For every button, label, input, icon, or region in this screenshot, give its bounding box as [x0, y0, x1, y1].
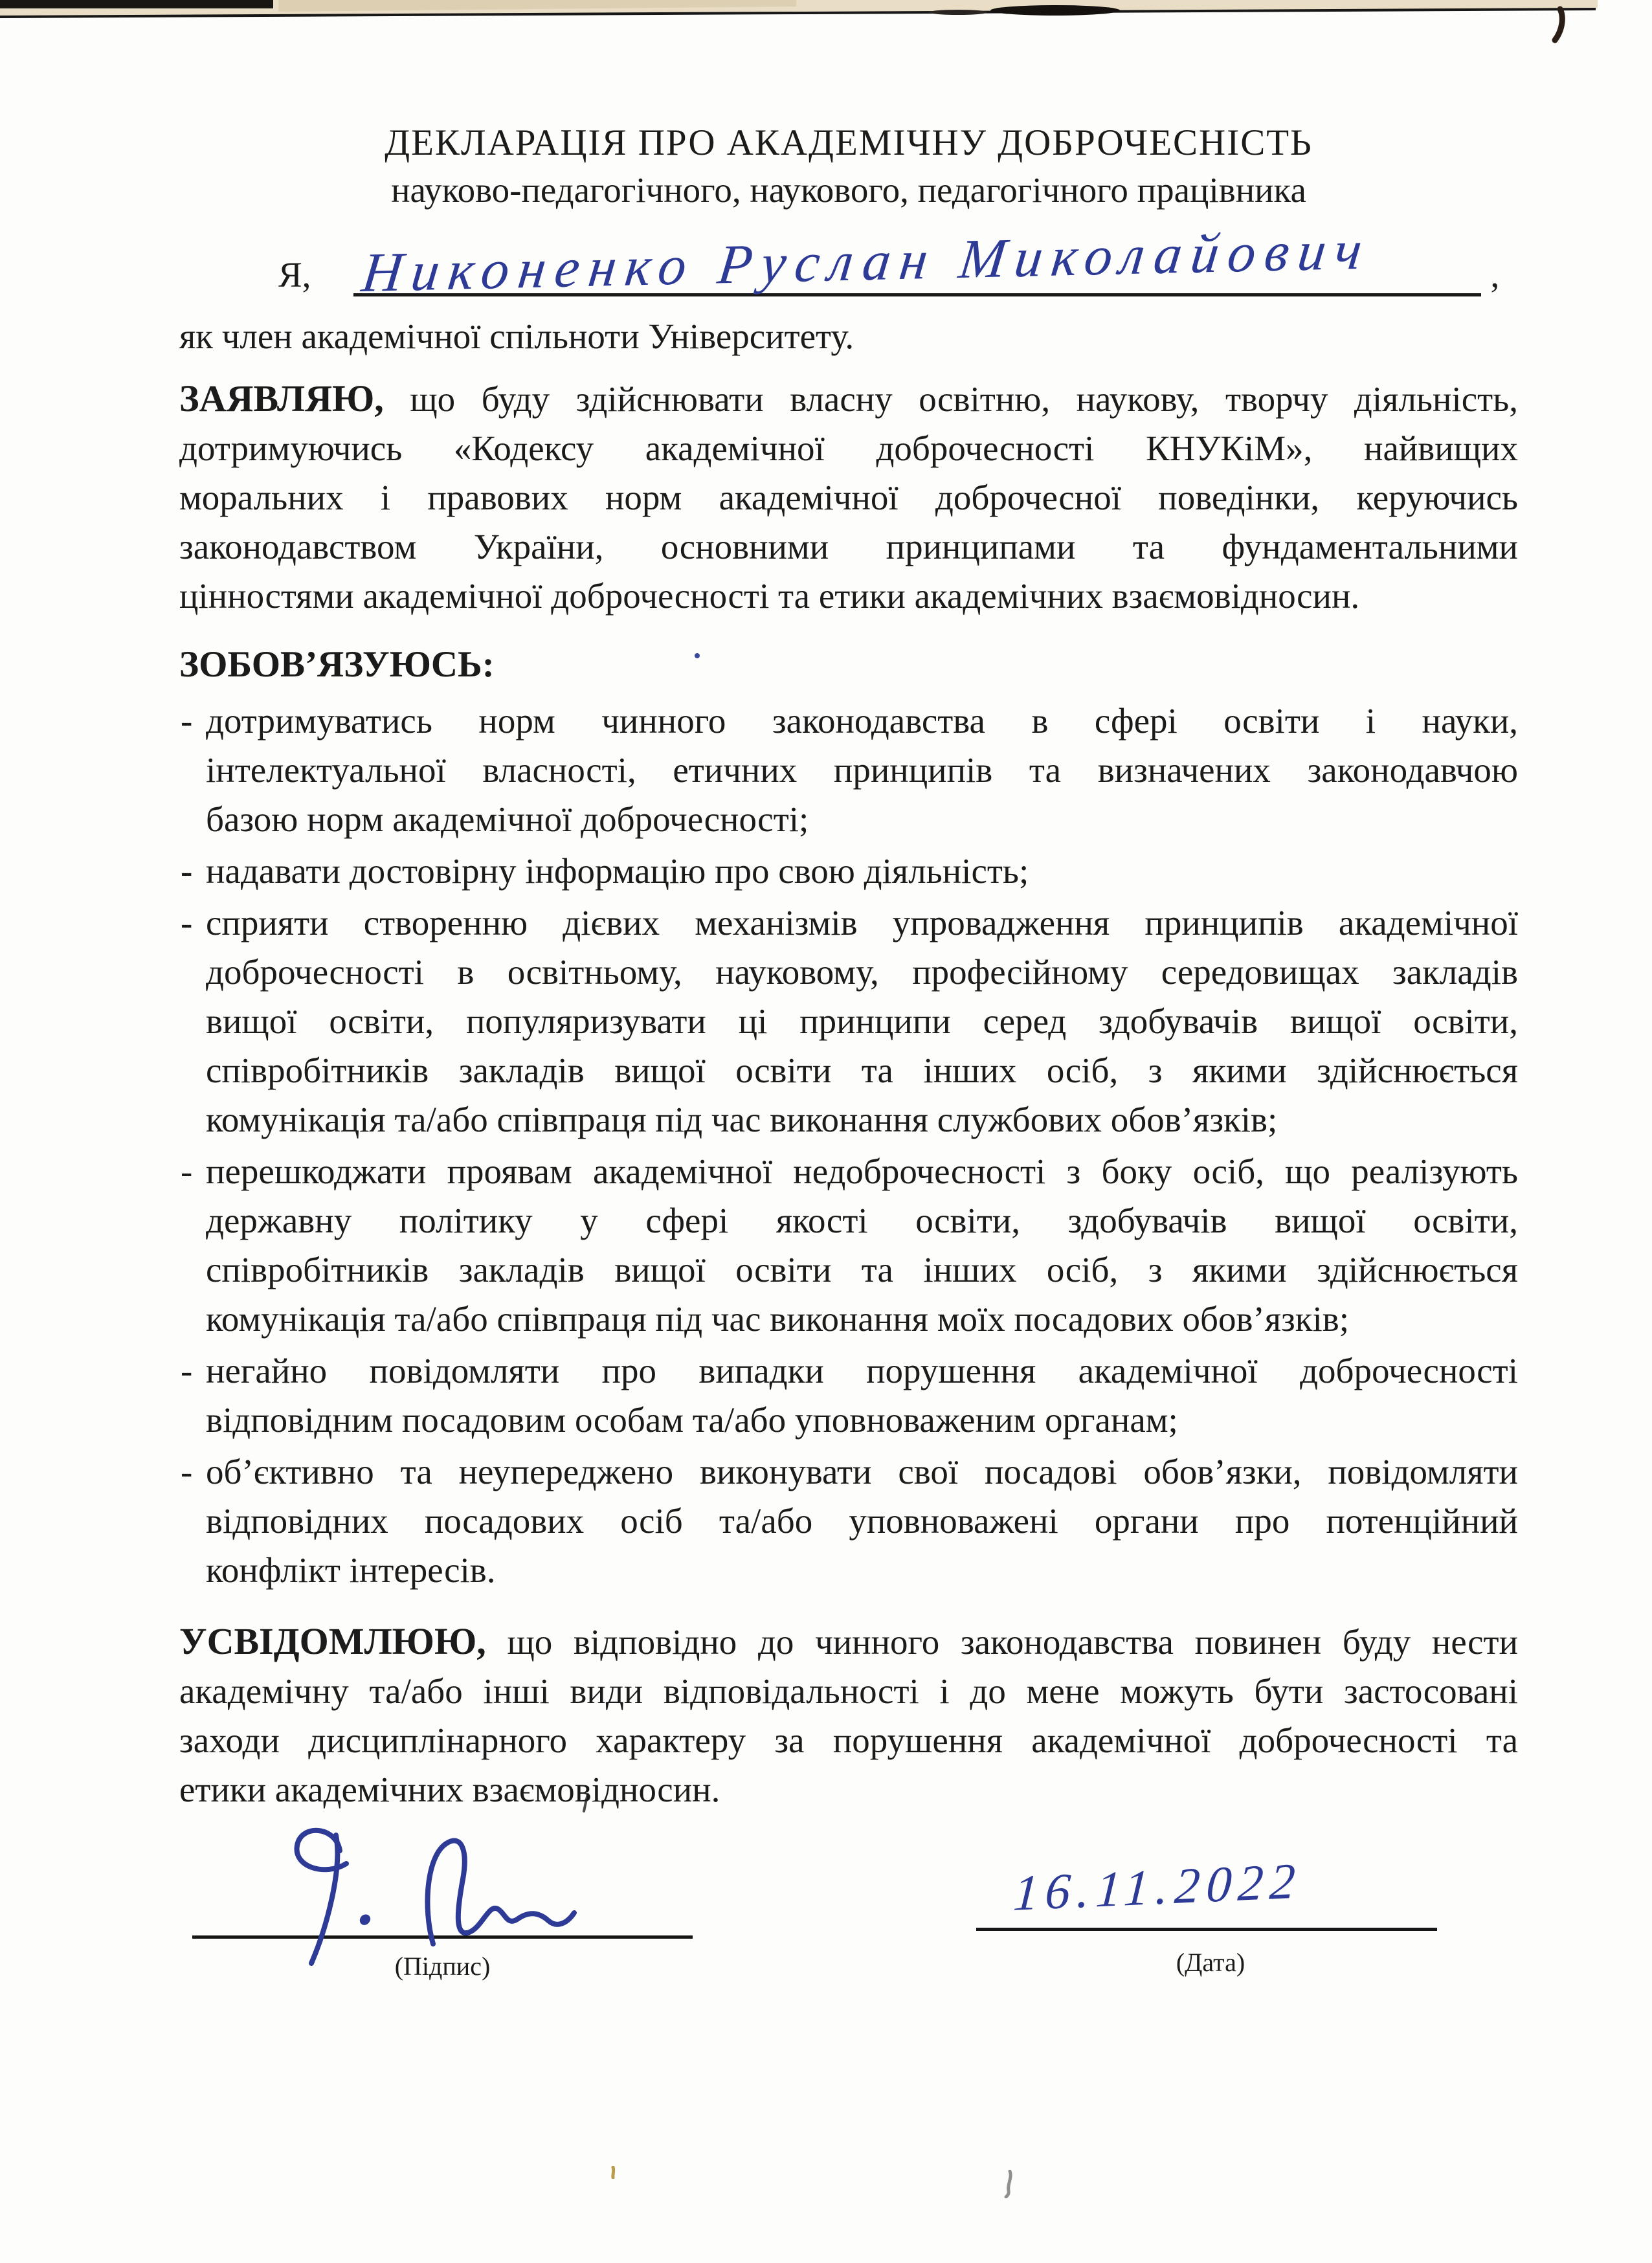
handwritten-name: Никоненко Руслан Миколайович — [359, 218, 1375, 304]
signature-label: (Підпис) — [394, 1952, 491, 1981]
text-line: вищої освіти, популяризувати ці принципи серед здобувачів вищої освіти, — [206, 1001, 1518, 1041]
text-line: перешкоджати проявам академічної недоброчесності з боку осіб, що реалізують — [206, 1152, 1518, 1191]
speck-yellow-bottom — [609, 2166, 617, 2179]
text-line: сприяти створенню дієвих механізмів упровадження принципів академічної — [206, 903, 1518, 942]
obligation-item — [179, 898, 1518, 1144]
text-line: відповідним посадовим особам та/або уповноваженим органам; — [206, 1400, 1178, 1440]
declaration-lines — [179, 424, 1518, 621]
obligation-item-lines — [206, 697, 1518, 844]
obligation-item — [179, 1346, 1518, 1445]
declaration-lead: ЗАЯВЛЯЮ, — [179, 377, 384, 419]
obligation-item-lines — [206, 847, 1518, 896]
text-line: моральних і правових норм академічної доброчесної поведінки, керуючись — [179, 478, 1518, 517]
item-dash: - — [181, 1351, 193, 1390]
text-line: дотримуючись «Кодексу академічної доброчесності КНУКіМ», найвищих — [179, 429, 1518, 468]
speck-gray-bottom — [1003, 2170, 1014, 2198]
document-title: ДЕКЛАРАЦІЯ ПРО АКАДЕМІЧНУ ДОБРОЧЕСНІСТЬ — [385, 122, 1313, 163]
document-subtitle: науково-педагогічного, наукового, педагогічного працівника — [391, 170, 1306, 210]
ink-speck-blue — [694, 652, 700, 659]
handwritten-signature-stroke — [263, 1817, 613, 1969]
acknowledgement-lead: УСВІДОМЛЮЮ, — [179, 1620, 486, 1662]
declaration-first-rest: що буду здійснювати власну освітню, наукову, творчу діяльність, — [383, 379, 1518, 419]
obligations-list — [179, 697, 1518, 1595]
name-underline — [353, 218, 1481, 304]
acknowledgement-paragraph — [179, 1617, 1518, 1814]
text-line: негайно повідомляти про випадки порушення академічної доброчесності — [206, 1351, 1518, 1390]
membership-line: як член академічної спільноти Університету. — [179, 317, 854, 356]
item-dash: - — [181, 903, 193, 942]
obligation-item — [179, 1147, 1518, 1344]
item-dash: - — [181, 1152, 193, 1191]
text-line: законодавством України, основними принципами та фундаментальними — [179, 527, 1518, 566]
text-line: співробітників закладів вищої освіти та інших осіб, з якими здійснюється — [206, 1250, 1518, 1289]
obligation-item-lines — [206, 1447, 1518, 1595]
acknowledgement-lines — [179, 1667, 1518, 1814]
text-line: академічну та/або інші види відповідальності і до мене можуть бути застосовані — [179, 1671, 1518, 1711]
text-line: дотримуватись норм чинного законодавства в сфері освіти і науки, — [206, 701, 1518, 741]
text-line: доброчесності в освітньому, науковому, професійному середовищах закладів — [206, 952, 1518, 992]
obligation-item — [179, 697, 1518, 844]
date-line — [976, 1852, 1437, 1931]
obligation-item-lines — [206, 1346, 1518, 1445]
acknowledgement-first-line — [179, 1617, 1518, 1667]
text-line: об’єктивно та неупереджено виконувати свої посадові обов’язки, повідомляти — [206, 1452, 1518, 1491]
item-dash: - — [181, 701, 193, 741]
intro-line — [179, 218, 1518, 304]
item-dash: - — [181, 851, 193, 891]
declaration-paragraph — [179, 374, 1518, 621]
signature-line — [192, 1871, 693, 1939]
obligations-heading: ЗОБОВ’ЯЗУЮСЬ: — [179, 644, 495, 685]
date-label: (Дата) — [1176, 1948, 1245, 1977]
handwritten-date: 16.11.2022 — [1012, 1852, 1304, 1921]
item-dash: - — [181, 1452, 193, 1491]
text-line: етики академічних взаємовідносин. — [179, 1770, 720, 1809]
text-line: співробітників закладів вищої освіти та інших осіб, з якими здійснюється — [206, 1051, 1518, 1090]
text-line: цінностями академічної доброчесності та етики академічних взаємовідносин. — [179, 576, 1360, 616]
declaration-first-line — [179, 374, 1518, 424]
pronoun-label: Я, — [278, 255, 311, 295]
name-trailing-comma: , — [1490, 255, 1500, 295]
text-line: комунікація та/або співпраця під час виконання службових обов’язків; — [206, 1100, 1278, 1139]
text-line: базою норм академічної доброчесності; — [206, 799, 809, 839]
text-line: заходи дисциплінарного характеру за порушення академічної доброчесності та — [179, 1721, 1518, 1760]
text-line: державну політику у сфері якості освіти, здобувачів вищої освіти, — [206, 1201, 1518, 1240]
ink-speck-top-right — [1548, 8, 1565, 41]
text-line: надавати достовірну інформацію про свою діяльність; — [206, 851, 1029, 891]
text-line: інтелектуальної власності, етичних принципів та визначених законодавчою — [206, 750, 1518, 790]
acknowledgement-first-rest: що відповідно до чинного законодавства повинен буду нести — [486, 1622, 1518, 1662]
obligation-item-lines — [206, 1147, 1518, 1344]
scan-corner-bar — [0, 0, 273, 8]
text-line: відповідних посадових осіб та/або уповноважені органи про потенційний — [206, 1501, 1518, 1541]
obligation-item-lines — [206, 898, 1518, 1144]
obligation-item — [179, 847, 1518, 896]
obligation-item — [179, 1447, 1518, 1595]
text-line: конфлікт інтересів. — [206, 1550, 496, 1590]
text-line: комунікація та/або співпраця під час виконання моїх посадових обов’язків; — [206, 1299, 1350, 1339]
